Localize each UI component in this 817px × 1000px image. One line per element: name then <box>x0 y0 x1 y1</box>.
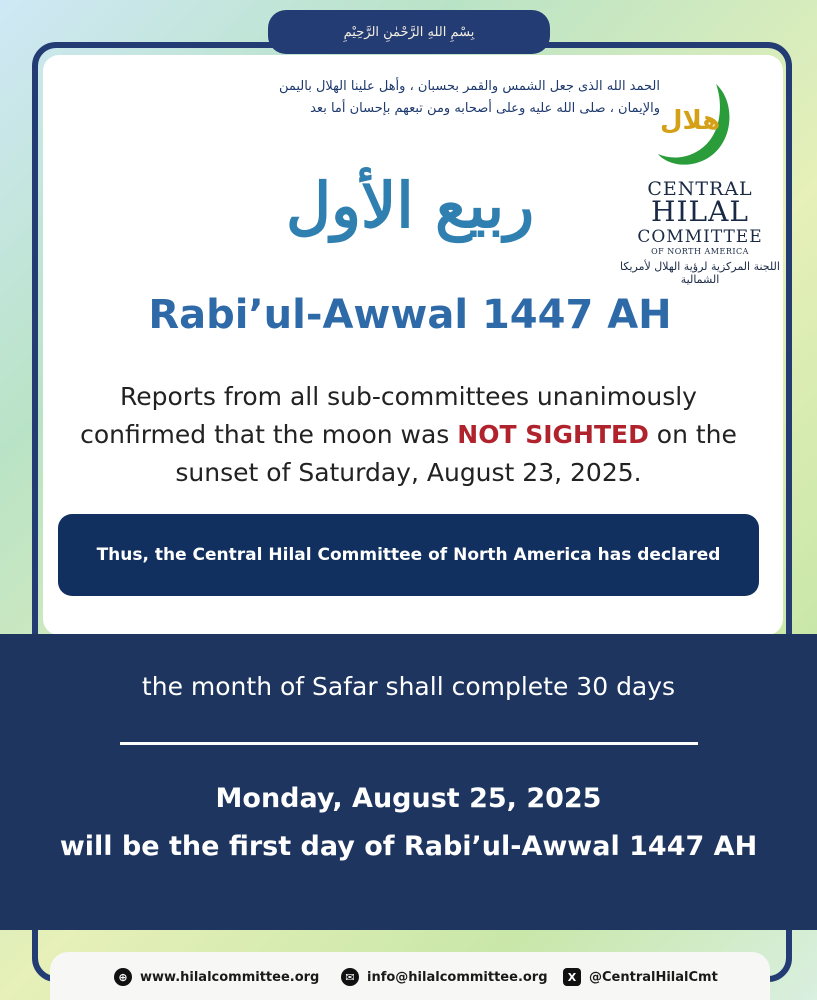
committee-logo <box>620 80 780 286</box>
report-line-3: sunset of Saturday, August 23, 2025. <box>175 458 642 487</box>
x-icon: X <box>563 968 581 986</box>
month-title: Rabi’ul-Awwal 1447 AH <box>148 292 672 338</box>
dua-line-2: والإيمان ، صلى الله عليه وعلى أصحابه ومن تبعهم بإحسان أما بعد <box>310 101 660 116</box>
first-day-text: will be the first day of Rabi’ul-Awwal 1447 AH <box>59 831 758 862</box>
twitter-text: @CentralHilalCmt <box>589 969 718 985</box>
first-day-date: Monday, August 25, 2025 <box>215 783 602 814</box>
safar-completion-text: the month of Safar shall complete 30 days <box>141 672 676 701</box>
mail-icon: ✉ <box>341 968 359 986</box>
twitter-link[interactable] <box>563 966 718 988</box>
not-sighted-highlight: NOT SIGHTED <box>457 420 649 449</box>
email-link[interactable] <box>341 966 548 988</box>
logo-line-central: CENTRAL <box>647 178 753 200</box>
website-text: www.hilalcommittee.org <box>140 969 320 985</box>
report-line-2 <box>50 416 767 454</box>
report-line-2-start: confirmed that the moon was <box>80 420 458 449</box>
bismillah-banner: بِسْمِ اللهِ الرَّحْمٰنِ الرَّحِيْمِ <box>268 10 550 54</box>
sighting-report <box>50 378 767 492</box>
declaration-banner: Thus, the Central Hilal Committee of North America has declared <box>58 514 759 596</box>
logo-line-region: OF NORTH AMERICA <box>651 247 749 256</box>
logo-arabic-text: هلال <box>660 106 721 136</box>
dua-line-1: الحمد الله الذى جعل الشمس والقمر بحسبان ، وأهل علينا الهلال باليمن <box>278 79 660 94</box>
email-text: info@hilalcommittee.org <box>367 969 548 985</box>
report-line-2-end: on the <box>648 420 737 449</box>
logo-arabic-name: اللجنة المركزية لرؤية الهلال لأمريكا الشمالية <box>620 260 780 286</box>
month-calligraphy: ربيع الأول <box>285 168 535 242</box>
globe-icon: ⊕ <box>114 968 132 986</box>
report-line-1: Reports from all sub-committees unanimously <box>120 382 697 411</box>
logo-line-hilal: HILAL <box>651 195 749 228</box>
website-link[interactable] <box>114 966 319 988</box>
divider-line <box>120 742 698 745</box>
logo-line-committee: COMMITTEE <box>637 227 763 247</box>
opening-dua <box>140 76 660 120</box>
